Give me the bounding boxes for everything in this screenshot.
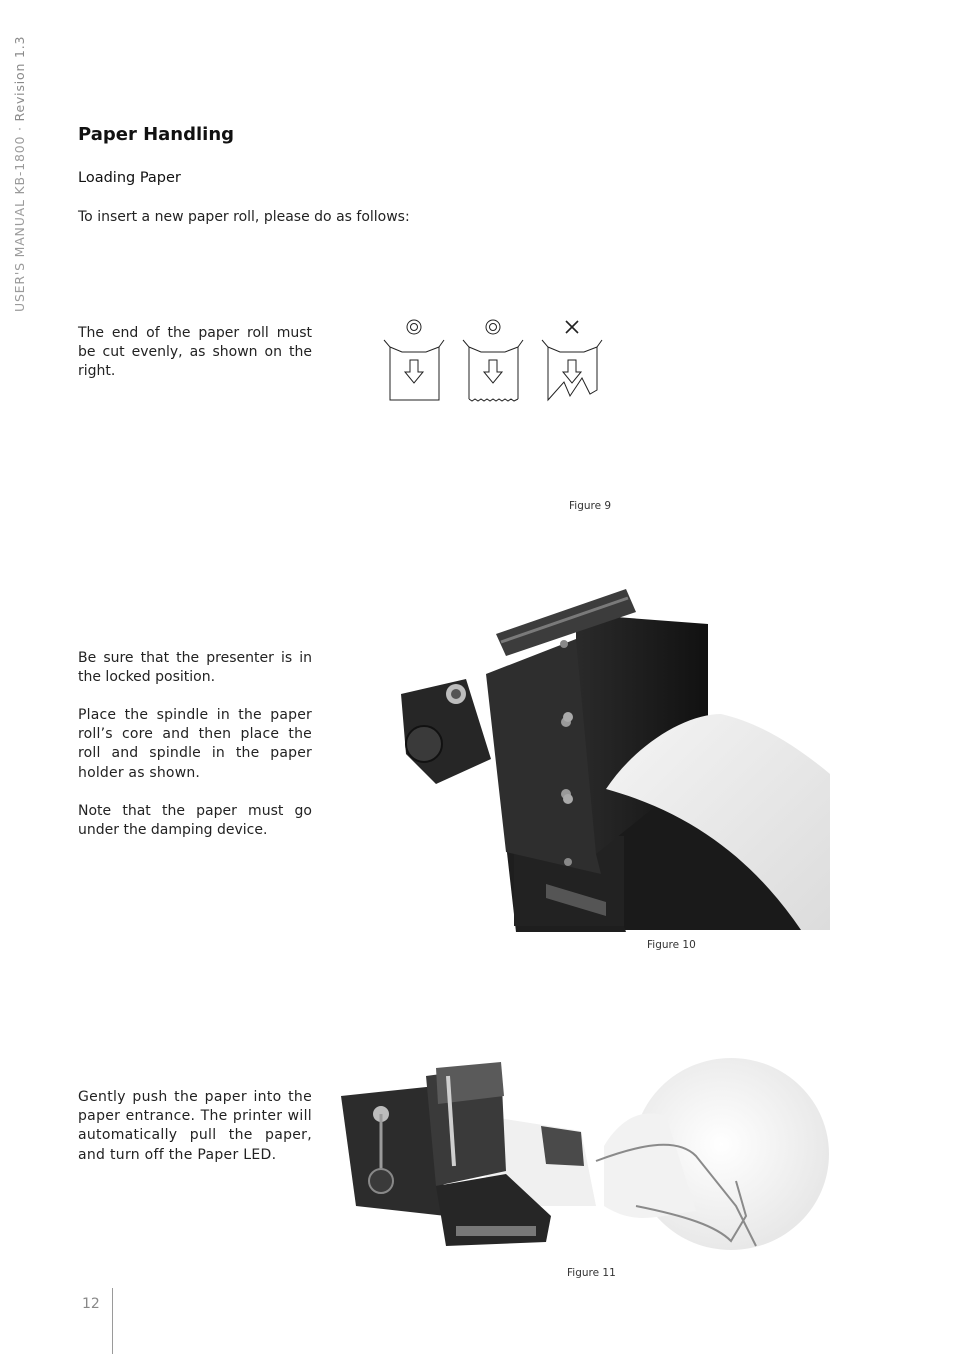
uneven-cut-panel bbox=[542, 321, 602, 400]
section-subtitle: Loading Paper bbox=[78, 170, 181, 186]
figure-9 bbox=[380, 316, 610, 408]
wrong-icon bbox=[566, 321, 578, 333]
figure-9-caption: Figure 9 bbox=[569, 500, 612, 512]
figure-11-photo bbox=[336, 1056, 830, 1256]
revision-label: Revision 1.3 bbox=[12, 35, 27, 122]
step3-text: Gently push the paper into the paper entrance. The printer will automatically pull the paper, and turn off the Paper LED. bbox=[78, 1089, 312, 1163]
page-number: 12 bbox=[82, 1296, 100, 1312]
side-label bbox=[12, 35, 32, 312]
figure-10-caption: Figure 10 bbox=[647, 939, 696, 951]
ok-icon bbox=[407, 320, 421, 334]
step2-text-damping: Note that the paper must go under the damping device. bbox=[78, 803, 312, 839]
step2-text-presenter: Be sure that the presenter is in the locked position. bbox=[78, 650, 312, 686]
straight-cut-panel bbox=[384, 320, 444, 400]
page-title: Paper Handling bbox=[78, 124, 235, 145]
printer-roll-photo bbox=[396, 584, 830, 932]
manual-name: USER'S MANUAL KB-1800 · bbox=[12, 121, 27, 312]
serrated-cut-panel bbox=[463, 320, 523, 401]
page-divider bbox=[112, 1288, 113, 1354]
ok-icon bbox=[486, 320, 500, 334]
figure-11-caption: Figure 11 bbox=[567, 1267, 616, 1279]
figure-10-photo bbox=[396, 584, 830, 932]
intro-text: To insert a new paper roll, please do as follows: bbox=[78, 209, 410, 225]
printer-feed-photo bbox=[336, 1056, 830, 1256]
step2-text-spindle: Place the spindle in the paper roll’s core and then place the roll and spindle in the paper holder as shown. bbox=[78, 707, 312, 781]
step1-text: The end of the paper roll must be cut evenly, as shown on the right. bbox=[78, 325, 312, 380]
paper-cut-diagram bbox=[380, 316, 610, 408]
